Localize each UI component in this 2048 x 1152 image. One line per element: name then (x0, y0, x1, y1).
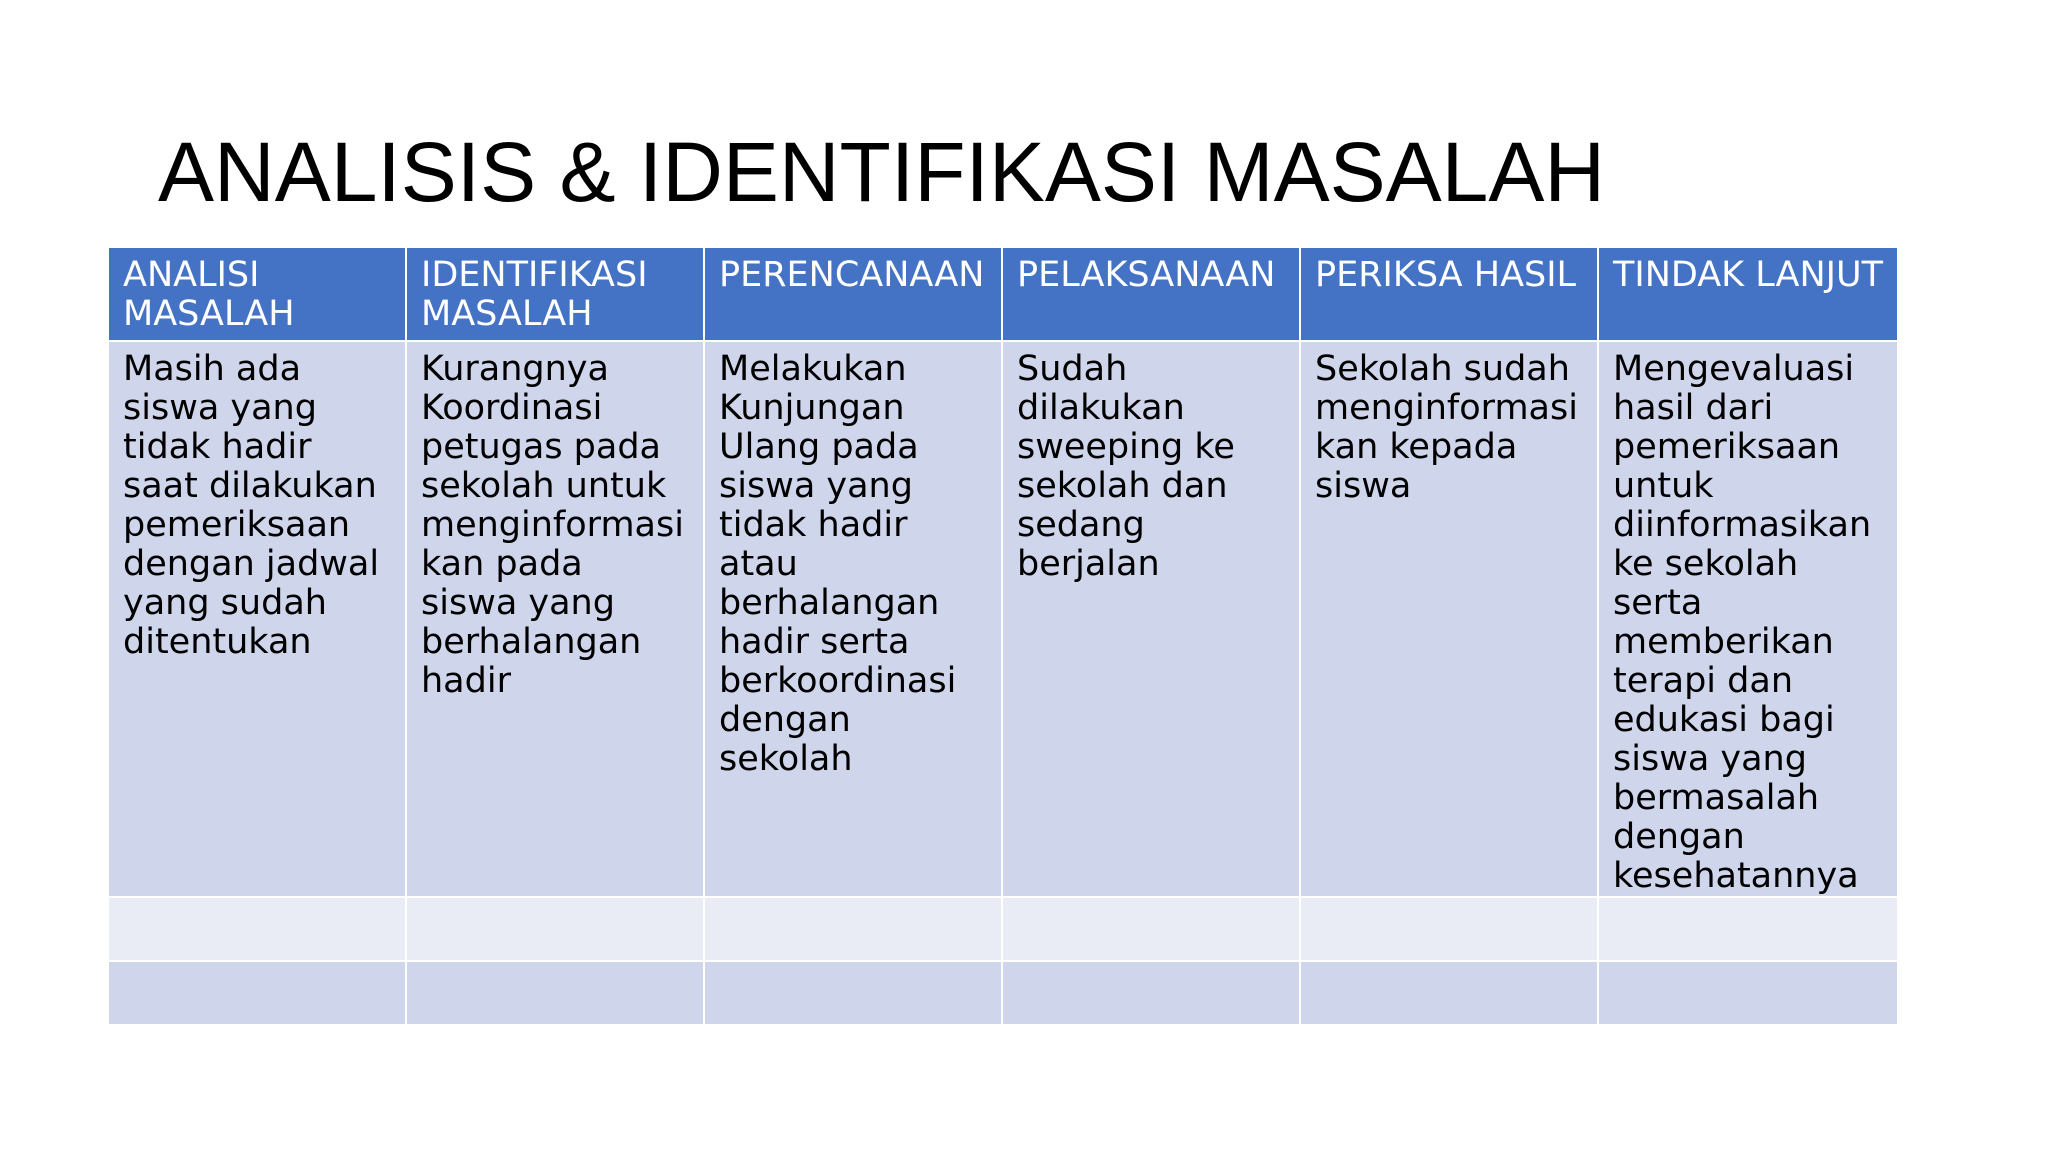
empty-cell (1598, 897, 1898, 961)
empty-cell (704, 961, 1002, 1025)
empty-cell (406, 897, 704, 961)
empty-cell (406, 961, 704, 1025)
cell-identifikasi-masalah: Kurangnya Koordinasi petugas pada sekolah untuk menginformasikan pada siswa yang berhalangan hadir (406, 341, 704, 897)
header-pelaksanaan: PELAKSANAAN (1002, 247, 1300, 341)
analysis-table (107, 246, 1899, 1026)
cell-analisi-masalah: Masih ada siswa yang tidak hadir saat dilakukan pemeriksaan dengan jadwal yang sudah ditentukan (108, 341, 406, 897)
header-periksa-hasil: PERIKSA HASIL (1300, 247, 1598, 341)
cell-periksa-hasil: Sekolah sudah menginformasikan kepada siswa (1300, 341, 1598, 897)
empty-cell (1598, 961, 1898, 1025)
empty-cell (1002, 961, 1300, 1025)
empty-cell (108, 961, 406, 1025)
header-tindak-lanjut: TINDAK LANJUT (1598, 247, 1898, 341)
table-row (108, 341, 1898, 897)
table-row-empty (108, 897, 1898, 961)
cell-pelaksanaan: Sudah dilakukan sweeping ke sekolah dan sedang berjalan (1002, 341, 1300, 897)
header-analisi-masalah: ANALISI MASALAH (108, 247, 406, 341)
header-perencanaan: PERENCANAAN (704, 247, 1002, 341)
slide-title: ANALISIS & IDENTIFIKASI MASALAH (158, 125, 1606, 219)
empty-cell (1300, 897, 1598, 961)
empty-cell (1002, 897, 1300, 961)
header-identifikasi-masalah: IDENTIFIKASI MASALAH (406, 247, 704, 341)
empty-cell (704, 897, 1002, 961)
cell-perencanaan: Melakukan Kunjungan Ulang pada siswa yang tidak hadir atau berhalangan hadir serta berkoordinasi dengan sekolah (704, 341, 1002, 897)
empty-cell (108, 897, 406, 961)
empty-cell (1300, 961, 1598, 1025)
table-row-empty (108, 961, 1898, 1025)
table-header-row (108, 247, 1898, 341)
cell-tindak-lanjut: Mengevaluasi hasil dari pemeriksaan untuk diinformasikan ke sekolah serta memberikan terapi dan edukasi bagi siswa yang bermasalah dengan kesehatannya (1598, 341, 1898, 897)
